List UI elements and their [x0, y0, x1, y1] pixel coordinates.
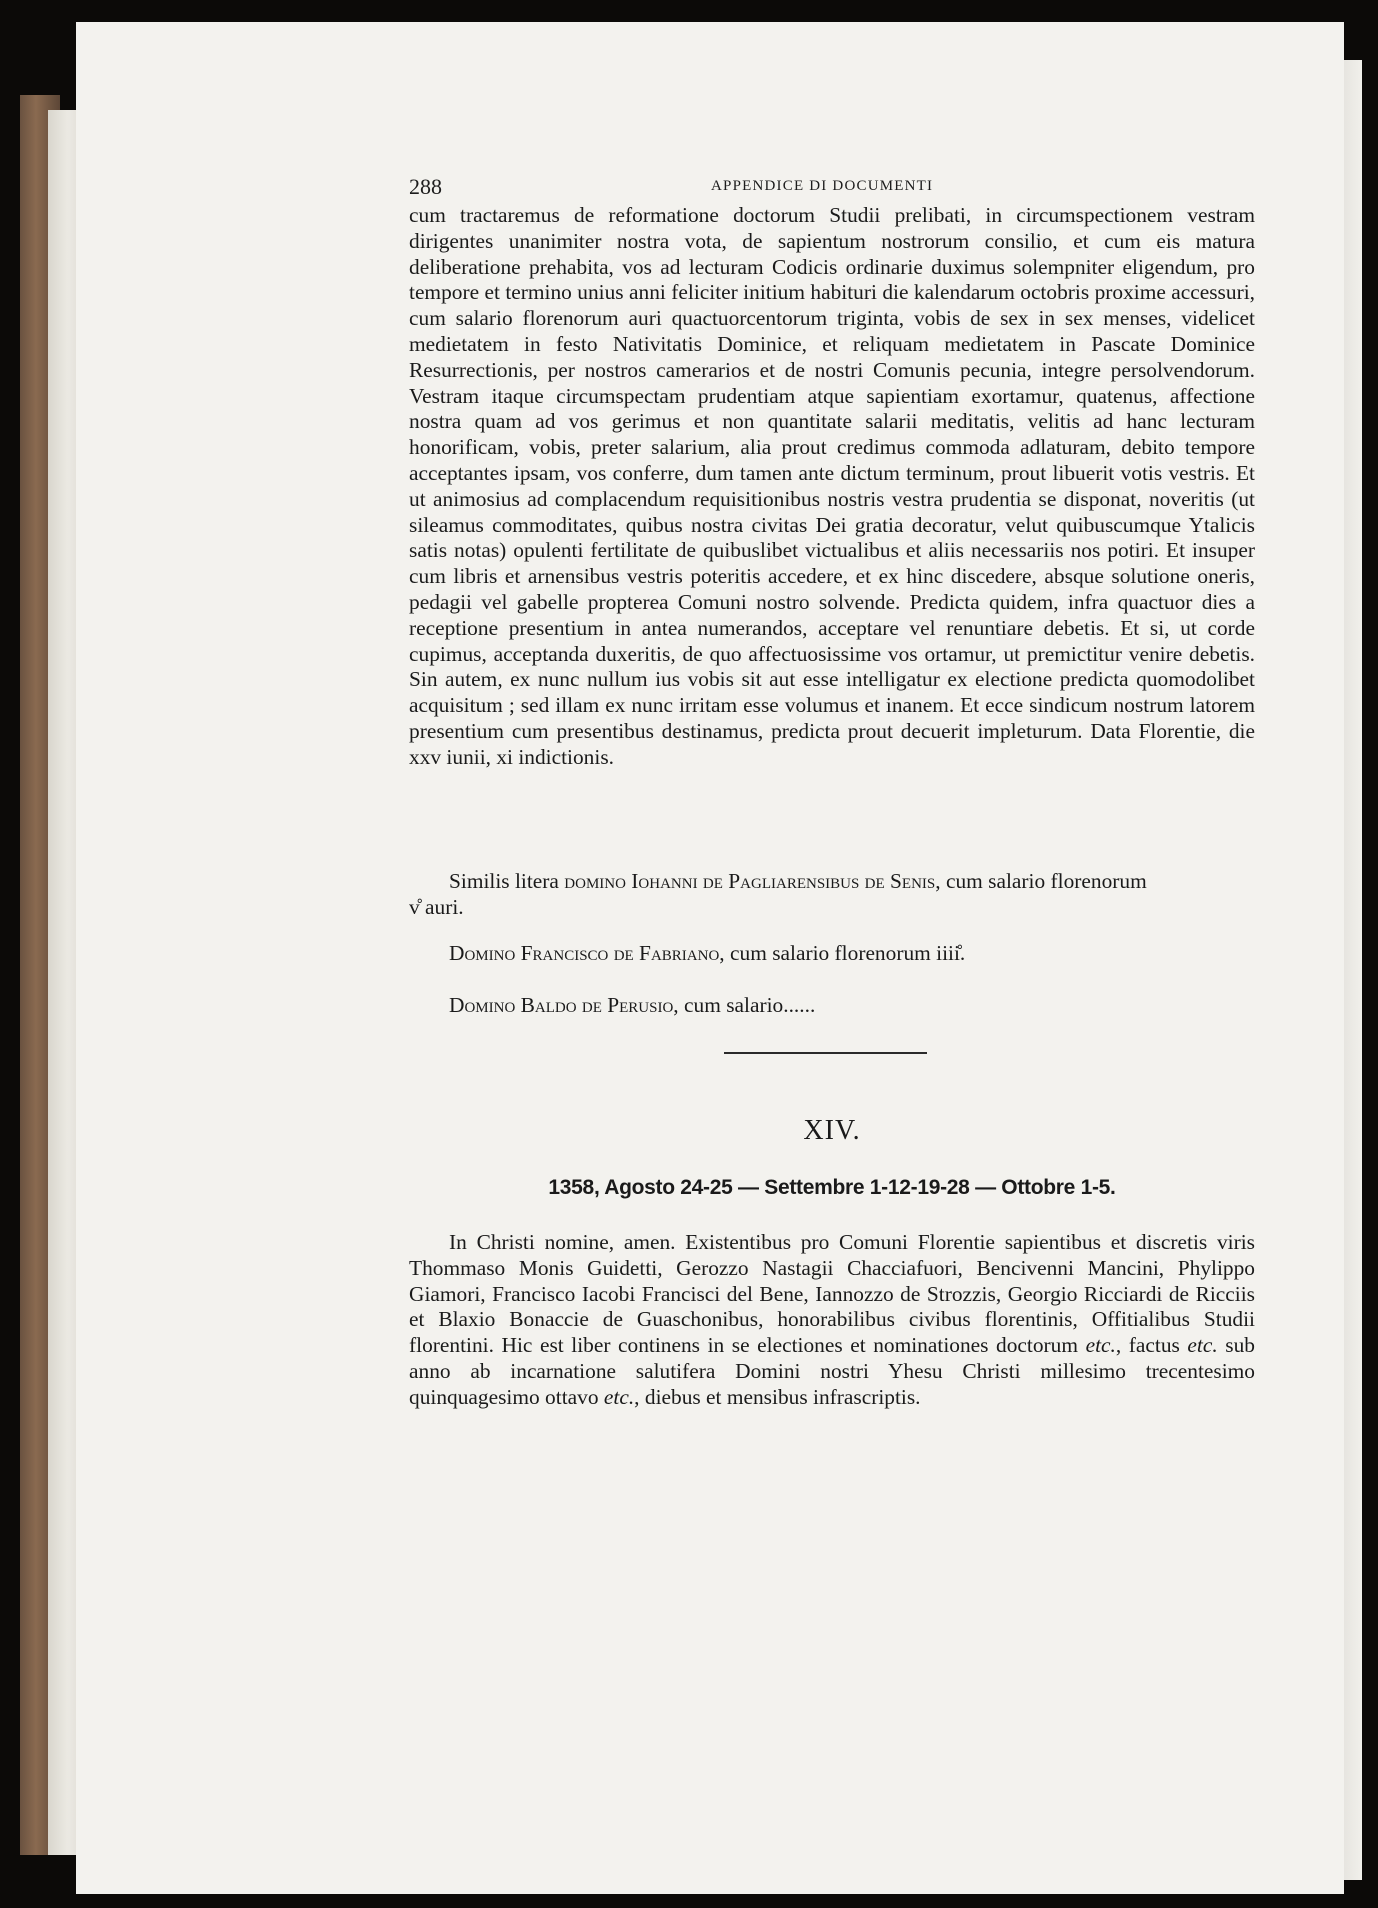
- recipient-name-baldo: Domino Baldo de Perusio,: [449, 993, 679, 1017]
- letter-body: [409, 203, 1255, 771]
- salary-baldo: cum salario......: [684, 993, 816, 1017]
- similis-salary: v̊ auri.: [409, 895, 464, 919]
- section-date: 1358, Agosto 24-25 — Settembre 1-12-19-28 — Ottobre 1-5.: [548, 1176, 1116, 1199]
- similis-entry-francisco: [409, 940, 1255, 966]
- recipient-name-iohanni: domino Iohanni de Pagliarensibus de Senis,: [564, 869, 941, 893]
- similis-line: [409, 868, 1255, 894]
- section-number: XIV.: [803, 1115, 861, 1146]
- recipient-name-francisco: Domino Francisco de Fabriano,: [449, 941, 725, 965]
- similis-entry-baldo: [409, 992, 1255, 1018]
- page-number: 288: [409, 174, 442, 199]
- salary-francisco: cum salario florenorum iiii̊.: [730, 941, 966, 965]
- similis-end: cum salario florenorum: [945, 869, 1147, 893]
- page-header: [409, 174, 1259, 204]
- section-divider: [724, 1052, 927, 1054]
- running-head: APPENDICE DI DOCUMENTI: [711, 178, 934, 194]
- letter-paragraph: cum tractaremus de reformatione doctorum Studii prelibati, in circumspectionem vestram dirigentes unanimiter nostra vota, de sapientum nostrorum consilio, et cum eis matura deliberatione prehabita, vos ad lecturam Codicis ordinarie duximus solempniter eligendum, pro tempore et termino unius anni feliciter initium habituri die kalendarum octobris proxime accessuri, cum salario florenorum auri quactuorcentorum triginta, vobis de sex in sex menses, videlicet medietatem in festo Nativitatis Dominice, et reliquam medietatem in Pascate Dominice Resurrectionis, per nostros camerarios et de nostri Comunis pecunia, integre persolvendorum. Vestram itaque circumspectam prudentiam atque sapientiam exortamur, quatenus, affectione nostra quam ad vos gerimus et non quantitate salarii meditatis, velitis ad hanc lecturam honorificam, vobis, preter salarium, alia prout credimus commoda adlaturam, debito tempore acceptantes ipsam, vos conferre, dum tamen ante dictum terminum, prout libuerit votis vestris. Et ut animosius ad complacendum requisitionibus nostris vestra prudentia se disponat, noveritis (ut sileamus commoditates, quibus nostra civitas Dei gratia decoratur, velut quibuscumque Ytalicis satis notas) opulenti fertilitate de quibuslibet victualibus et aliis necessariis nos potiri. Et insuper cum libris et arnensibus vestris poteritis accedere, et ex hinc discedere, absque solutione oneris, pedagii vel gabelle propterea Comuni nostro solvende. Predicta quidem, infra quactuor dies a receptione presentium in antea numerandos, acceptare vel renuntiare debetis. Et si, ut corde cupimus, acceptanda duxeritis, de quo affectuosissime vos ortamur, ut premictitur venire debetis. Sin autem, ex nunc nullum ius vobis sit aut esse intelligatur ex electione predicta quomodolibet acquisitum ; sed illam ex nunc irritam esse volumus et inanem. Et ecce sindicum nostrum latorem presentium cum presentibus destinamus, predicta prout decuerit impleturum. Data Florentie, die xxv iunii, xi indictionis.: [409, 203, 1255, 769]
- document-body: [409, 1230, 1255, 1411]
- document-paragraph: In Christi nomine, amen. Existentibus pro Comuni Florentie sapientibus et discretis viris Thommaso Monis Guidetti, Gerozzo Nastagii Chacciafuori, Bencivenni Mancini, Phylippo Giamori, Francisco Iacobi Francisci del Bene, Iannozzo de Strozzis, Georgio Ricciardi de Ricciis et Blaxio Bonaccie de Guaschonibus, honorabilibus civibus florentinis, Offitialibus Studii florentini. Hic est liber continens in se electiones et nominationes doctorum etc., factus etc. sub anno ab incarnatione salutifera Domini nostri Yhesu Christi millesimo trecentesimo quinquagesimo ottavo etc., diebus et mensibus infrascriptis.: [409, 1230, 1255, 1409]
- similis-entry-iohanni: [409, 868, 1255, 920]
- similis-start: Similis litera: [449, 869, 559, 893]
